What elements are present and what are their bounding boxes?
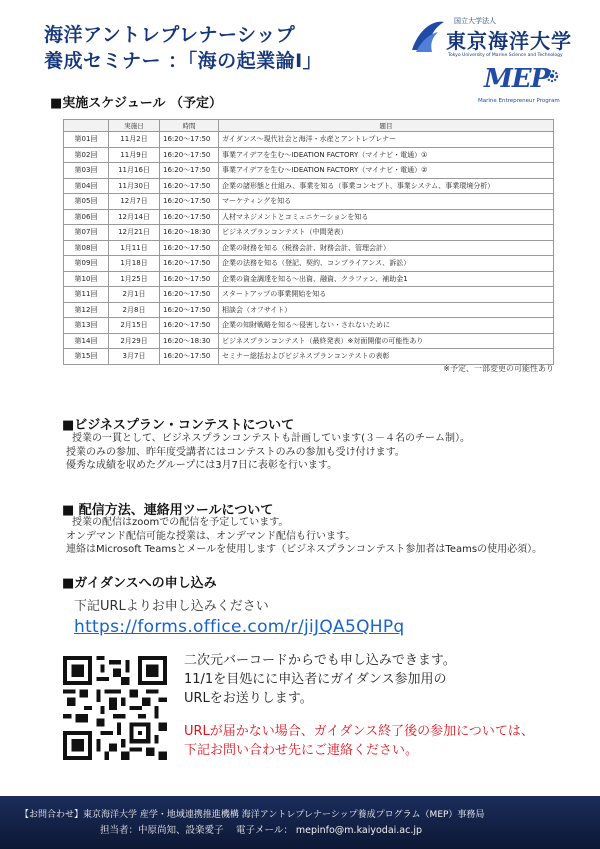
session-time: 16:20～17:50: [160, 318, 219, 334]
guidance-heading: ■ガイダンスへの申し込み: [62, 576, 217, 591]
table-row: [64, 147, 554, 163]
session-date: 1月18日: [109, 256, 160, 272]
delivery-heading: ■ 配信方法、連絡用ツールについて: [62, 503, 274, 518]
university-logo: [408, 14, 588, 104]
title-line-1: 海洋アントレプレナーシップ: [44, 24, 296, 46]
table-row: [64, 194, 554, 210]
table-row: [64, 225, 554, 241]
table-row: [64, 240, 554, 256]
title-line-2: 養成セミナー ：「海の起業論Ⅰ」: [44, 50, 323, 72]
session-number: 第07回: [64, 225, 109, 241]
session-date: 2月1日: [109, 287, 160, 303]
table-row: [64, 256, 554, 272]
table-row: [64, 318, 554, 334]
session-time: 16:20～17:50: [160, 287, 219, 303]
url-lead-text: 下記URLよりお申し込みください: [74, 599, 269, 614]
session-number: 第02回: [64, 147, 109, 163]
table-row: [64, 302, 554, 318]
session-number: 第11回: [64, 287, 109, 303]
session-topic: マーケティングを知る: [219, 194, 554, 210]
session-date: 2月15日: [109, 318, 160, 334]
session-topic: スタートアップの事業開始を知る: [219, 287, 554, 303]
session-date: 2月8日: [109, 302, 160, 318]
session-date: 1月11日: [109, 240, 160, 256]
logo-english-text: Tokyo University of Marine Science and Technology: [448, 53, 563, 58]
session-number: 第05回: [64, 194, 109, 210]
session-time: 16:20～17:50: [160, 271, 219, 287]
table-row: [64, 333, 554, 349]
session-time: 16:20～17:50: [160, 240, 219, 256]
qr-code-icon[interactable]: [63, 656, 167, 760]
bizplan-heading: ■ビジネスプラン・コンテストについて: [62, 418, 295, 433]
schedule-note: ※予定、一部変更の可能性あり: [443, 364, 554, 373]
session-number: 第04回: [64, 178, 109, 194]
session-topic: 企業の諸形態と仕組み、事業を知る（事業コンセプト、事業システム、事業環境分析）: [219, 178, 554, 194]
session-time: 16:20～17:50: [160, 147, 219, 163]
session-time: 16:20～17:50: [160, 209, 219, 225]
session-topic: 事業アイデアを生む～IDEATION FACTORY（マイナビ・電通）②: [219, 163, 554, 179]
session-date: 11月30日: [109, 178, 160, 194]
session-topic: 企業の財務を知る（税務会計、財務会計、管理会計）: [219, 240, 554, 256]
col-header-topic: 題目: [219, 120, 554, 132]
session-time: 16:20～17:50: [160, 302, 219, 318]
session-topic: ビジネスプランコンテスト（最終発表）※対面開催の可能性あり: [219, 333, 554, 349]
session-topic: 企業の資金調達を知る～出資、融資、クラファン、補助金1: [219, 271, 554, 287]
session-topic: 相談会（オフサイト）: [219, 302, 554, 318]
footer-line-2: 担当者：中原尚知、設楽愛子 電子メール： mepinfo@m.kaiyodai.ac.jp: [100, 825, 423, 836]
col-header: [64, 120, 109, 132]
schedule-heading: ■実施スケジュール （予定）: [50, 96, 223, 111]
bizplan-line: 優秀な成績を収めたグループには3月7日に表彰を行います。: [66, 460, 338, 471]
warning-text: [184, 722, 534, 760]
session-number: 第15回: [64, 349, 109, 365]
session-date: 11月2日: [109, 132, 160, 148]
session-number: 第13回: [64, 318, 109, 334]
session-time: 16:20～17:50: [160, 163, 219, 179]
mep-subtitle: Marine Entrepreneur Program: [478, 98, 560, 104]
table-row: [64, 132, 554, 148]
gear-icon: [544, 68, 560, 84]
session-topic: 企業の法務を知る（登記、契約、コンプライアンス、訴訟）: [219, 256, 554, 272]
session-date: 12月21日: [109, 225, 160, 241]
table-row: [64, 178, 554, 194]
schedule-table: [63, 119, 554, 365]
schedule-body: [64, 132, 554, 365]
bizplan-line: 授業の一貫として、ビジネスプランコンテストも計画しています(３－４名のチーム制）。: [72, 433, 471, 444]
session-topic: ガイダンス～現代社会と海洋・水産とアントレプレナー: [219, 132, 554, 148]
logo-small-text: 国立大学法人: [454, 17, 496, 25]
session-number: 第08回: [64, 240, 109, 256]
session-topic: セミナー総括およびビジネスプランコンテストの表彰: [219, 349, 554, 365]
qr-instructions: [184, 651, 456, 708]
delivery-line: 授業の配信はzoomでの配信を予定しています。: [72, 517, 289, 528]
delivery-body: [66, 516, 542, 557]
session-number: 第06回: [64, 209, 109, 225]
session-topic: ビジネスプランコンテスト（中間発表）: [219, 225, 554, 241]
session-time: 16:20～18:30: [160, 333, 219, 349]
wave-logo-icon: [408, 16, 448, 56]
session-time: 16:20～18:30: [160, 225, 219, 241]
warning-line: 下記お問い合わせ先にご連絡ください。: [184, 743, 419, 758]
application-form-link[interactable]: https://forms.office.com/r/jiJQA5QHPq: [74, 617, 405, 637]
session-topic: 人材マネジメントとコミュニケーションを知る: [219, 209, 554, 225]
session-date: 11月16日: [109, 163, 160, 179]
qr-line: 二次元バーコードからでも申し込みできます。: [184, 653, 456, 668]
delivery-line: オンデマンド配信可能な授業は、オンデマンド配信も行います。: [66, 530, 356, 542]
footer-contact: [0, 796, 600, 849]
col-header-time: 時間: [160, 120, 219, 132]
session-date: 3月7日: [109, 349, 160, 365]
col-header-date: 実施日: [109, 120, 160, 132]
session-topic: 事業アイデアを生む～IDEATION FACTORY（マイナビ・電通）①: [219, 147, 554, 163]
logo-main-text: 東京海洋大学: [446, 29, 572, 53]
session-time: 16:20～17:50: [160, 194, 219, 210]
table-row: [64, 287, 554, 303]
schedule-header-row: [64, 120, 554, 132]
table-row: [64, 163, 554, 179]
session-date: 1月25日: [109, 271, 160, 287]
mep-logo-text: MEP: [484, 64, 550, 94]
session-topic: 企業の知財戦略を知る～侵害しない・されないために: [219, 318, 554, 334]
footer-line-1: 【お問合わせ】東京海洋大学 産学・地域連携推進機構 海洋アントレプレナーシップ養成プログラム（MEP）事務局: [20, 810, 485, 820]
warning-line: URLが届かない場合、ガイダンス終了後の参加については、: [184, 724, 534, 739]
session-date: 11月9日: [109, 147, 160, 163]
qr-line: 11/1を目処にに申込者にガイダンス参加用の: [184, 672, 447, 687]
session-date: 12月7日: [109, 194, 160, 210]
session-number: 第12回: [64, 302, 109, 318]
bizplan-line: 授業のみの参加、昨年度受講者にはコンテストのみの参加も受け付けます。: [66, 446, 405, 458]
session-number: 第03回: [64, 163, 109, 179]
page-title: [44, 22, 322, 74]
session-time: 16:20～17:50: [160, 178, 219, 194]
session-time: 16:20～17:50: [160, 132, 219, 148]
table-row: [64, 271, 554, 287]
delivery-line: 連絡はMicrosoft Teamsとメールを使用します（ビジネスプランコンテスト参加者はTeamsの使用必須）。: [66, 544, 543, 555]
session-number: 第09回: [64, 256, 109, 272]
session-number: 第10回: [64, 271, 109, 287]
table-row: [64, 209, 554, 225]
bizplan-body: [66, 432, 470, 473]
table-row: [64, 349, 554, 365]
session-number: 第01回: [64, 132, 109, 148]
session-time: 16:20～17:50: [160, 349, 219, 365]
session-number: 第14回: [64, 333, 109, 349]
qr-line: URLをお送りします。: [184, 691, 313, 706]
session-date: 12月14日: [109, 209, 160, 225]
session-date: 2月29日: [109, 333, 160, 349]
session-time: 16:20～17:50: [160, 256, 219, 272]
